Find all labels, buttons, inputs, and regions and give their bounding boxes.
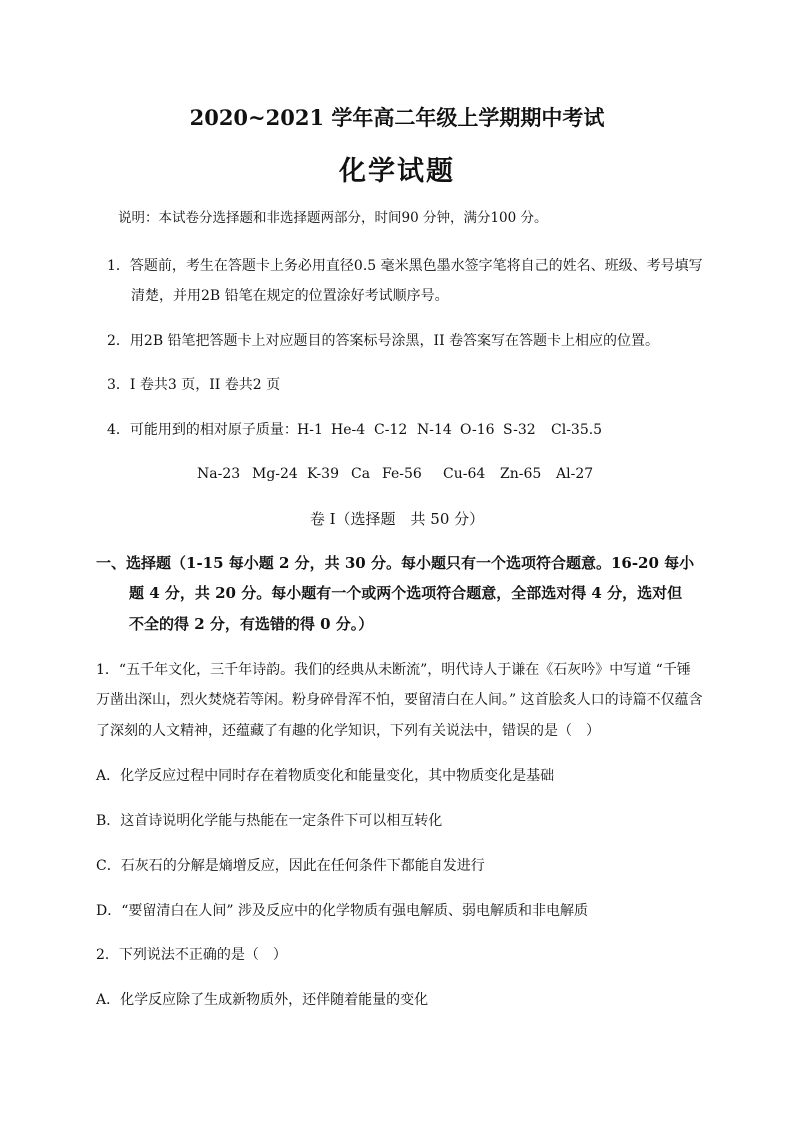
subject-title: 化学试题 [339, 156, 455, 187]
question-1-stem-line-1: 1．“五千年文化，三千年诗韵。我们的经典从未断流”，明代诗人于谦在《石灰吟》中写道 “千锤 [96, 662, 691, 678]
part-description-line-3: 不全的得 2 分，有选错的得 0 分。） [129, 615, 374, 633]
atomic-mass: O-16 [460, 422, 495, 438]
question-1-option-b: B．这首诗说明化学能与热能在一定条件下可以相互转化 [96, 813, 443, 829]
atomic-mass: Ca [351, 466, 371, 482]
part-description-line-2: 题 4 分，共 20 分。每小题有一个或两个选项符合题意，全部选对得 4 分，选对但 [129, 584, 683, 602]
question-1-option-c: C．石灰石的分解是熵增反应，因此在任何条件下都能自发进行 [96, 858, 485, 874]
atomic-mass: K-39 [307, 466, 339, 482]
question-2-stem: 2．下列说法不正确的是（ ） [96, 947, 287, 963]
atomic-mass: Cu-64 [443, 466, 486, 482]
question-1-option-d: D．“要留清白在人间” 涉及反应中的化学物质有强电解质、弱电解质和非电解质 [96, 903, 588, 919]
instruction-1-line-1: 1．答题前，考生在答题卡上务必用直径0.5 毫米黑色墨水签字笔将自己的姓名、班级、考号填写 [107, 258, 703, 274]
instructions-note: 说明：本试卷分选择题和非选择题两部分，时间90 分钟，满分100 分。 [118, 210, 548, 226]
instruction-2: 2．用2B 铅笔把答题卡上对应题目的答案标号涂黑，II 卷答案写在答题卡上相应的位置。 [107, 333, 660, 349]
atomic-mass: H-1 [297, 422, 323, 438]
instruction-3: 3．I 卷共3 页，II 卷共2 页 [107, 377, 281, 393]
section-heading: 卷 I（选择题 共 50 分） [309, 510, 485, 528]
part-description-line-1: 一、选择题（1-15 每小题 2 分，共 30 分。每小题只有一个选项符合题意。16-20 每小 [96, 554, 695, 572]
atomic-mass: Fe-56 [382, 466, 422, 482]
instruction-4-label: 4．可能用到的相对原子质量： [107, 422, 298, 438]
atomic-mass: He-4 [331, 422, 366, 438]
atomic-mass: C-12 [374, 422, 408, 438]
exam-title: 2020~2021 学年高二年级上学期期中考试 [189, 105, 605, 130]
question-1-stem-line-3: 了深刻的人文精神，还蕴藏了有趣的化学知识，下列有关说法中，错误的是（ ） [96, 723, 600, 739]
atomic-mass: Al-27 [556, 466, 594, 482]
atomic-mass: Zn-65 [500, 466, 542, 482]
atomic-mass: S-32 [503, 422, 536, 438]
atomic-mass: Cl-35.5 [551, 422, 603, 438]
atomic-mass: N-14 [417, 422, 452, 438]
atomic-mass: Na-23 [197, 466, 241, 482]
question-1-stem-line-2: 万凿出深山，烈火焚烧若等闲。粉身碎骨浑不怕，要留清白在人间。” 这首脍炙人口的诗篇不仅蕴含 [96, 692, 703, 708]
question-1-option-a: A．化学反应过程中同时存在着物质变化和能量变化，其中物质变化是基础 [96, 768, 555, 784]
instruction-1-line-2: 清楚，并用2B 铅笔在规定的位置涂好考试顺序号。 [131, 288, 449, 304]
question-2-option-a: A．化学反应除了生成新物质外，还伴随着能量的变化 [96, 992, 429, 1008]
atomic-mass: Mg-24 [252, 466, 298, 482]
